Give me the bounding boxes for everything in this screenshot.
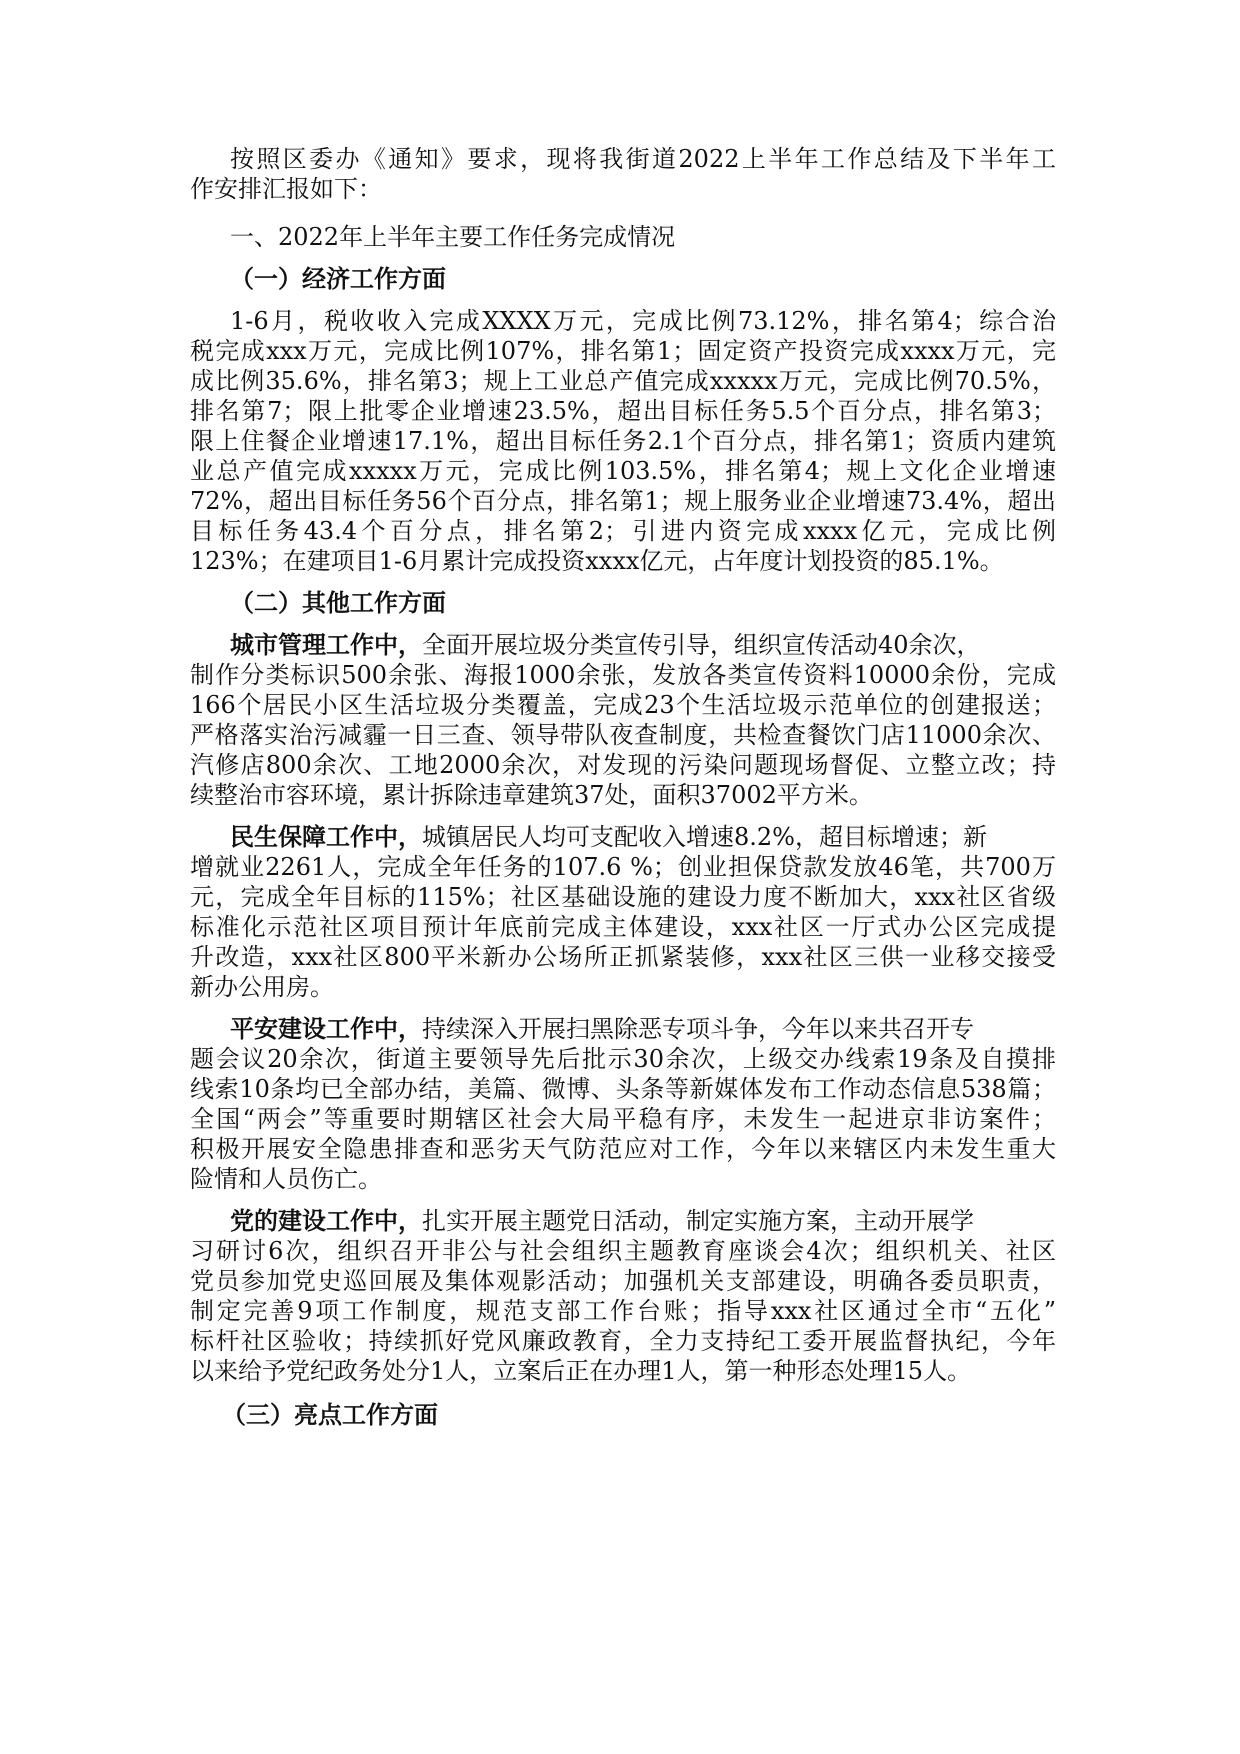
livelihood-paragraph: 民生保障工作中，城镇居民人均可支配收入增速8.2%，超目标增速；新 增就业2261人，完成全年任务的107.6 %；创业担保贷款发放46笔，共700万 元，完成全年目标的115%；社区基础设施的建设力度不断加大，xxx社区省级 标准化示范社区项目预计年底前完成主体建设，xxx社区一厅式办公区完成提 升改造，xxx社区800平米新办公场所正抓紧装修，xxx社区三供一业移交接受 新办公用房。: [190, 822, 1056, 1001]
economy-paragraph: 1-6月，税收收入完成XXXX万元，完成比例73.12%，排名第4；综合治 税完成xxx万元，完成比例107%，排名第1；固定资产投资完成xxxx万元，完 成比例35.6%，排名第3；规上工业总产值完成xxxxx万元，完成比例70.5%， 排名第7；限上批零企业增速23.5%，超出目标任务5.5个百分点，排名第3； 限上住餐企业增速17.1%，超出目标任务2.1个百分点，排名第1；资质内建筑 业总产值完成xxxxx万元，完成比例103.5%，排名第4；规上文化企业增速 72%，超出目标任务56个百分点，排名第1；规上服务业企业增速73.4%，超出 目标任务43.4个百分点，排名第2；引进内资完成xxxx亿元，完成比例 123%；在建项目1-6月累计完成投资xxxx亿元，占年度计划投资的85.1%。: [190, 307, 1056, 575]
party-building-paragraph: 党的建设工作中，扎实开展主题党日活动，制定实施方案，主动开展学 习研讨6次，组织召开非公与社会组织主题教育座谈会4次；组织机关、社区 党员参加党史巡回展及集体观影活动；加强机关支部建设，明确各委员职责， 制定完善9项工作制度，规范支部工作台账；指导xxx社区通过全市“五化” 标杆社区验收；持续抓好党风廉政教育，全力支持纪工委开展监督执纪，今年 以来给予党纪政务处分1人，立案后正在办理1人，第一种形态处理15人。: [190, 1206, 1056, 1385]
paragraph-lead: 城市管理工作中，: [230, 630, 422, 659]
paragraph-lead: 平安建设工作中，: [230, 1014, 422, 1043]
subsection-other-title: （二）其他工作方面: [230, 588, 446, 617]
subsection-highlights-title: （三）亮点工作方面: [222, 1400, 438, 1429]
intro-paragraph: 按照区委办《通知》要求，现将我街道2022上半年工作总结及下半年工 作安排汇报如下：: [190, 145, 1056, 203]
city-management-paragraph: 城市管理工作中，全面开展垃圾分类宣传引导，组织宣传活动40余次， 制作分类标识500余张、海报1000余张，发放各类宣传资料10000余份，完成 166个居民小区生活垃圾分类覆盖，完成23个生活垃圾示范单位的创建报送； 严格落实治污减霾一日三查、领导带队夜查制度，共检查餐饮门店11000余次、 汽修店800余次、工地2000余次，对发现的污染问题现场督促、立整立改；持 续整治市容环境，累计拆除违章建筑37处，面积37002平方米。: [190, 630, 1056, 809]
paragraph-lead: 民生保障工作中，: [230, 822, 422, 851]
paragraph-lead: 党的建设工作中，: [230, 1206, 422, 1235]
subsection-economy-title: （一）经济工作方面: [230, 264, 446, 293]
section-one-title: 一、2022年上半年主要工作任务完成情况: [230, 223, 676, 251]
safety-paragraph: 平安建设工作中，持续深入开展扫黑除恶专项斗争，今年以来共召开专 题会议20余次，街道主要领导先后批示30余次，上级交办线索19条及自摸排 线索10条均已全部办结，美篇、微博、头条等新媒体发布工作动态信息538篇； 全国“两会”等重要时期辖区社会大局平稳有序，未发生一起进京非访案件； 积极开展安全隐患排查和恶劣天气防范应对工作，今年以来辖区内未发生重大 险情和人员伤亡。: [190, 1014, 1056, 1193]
